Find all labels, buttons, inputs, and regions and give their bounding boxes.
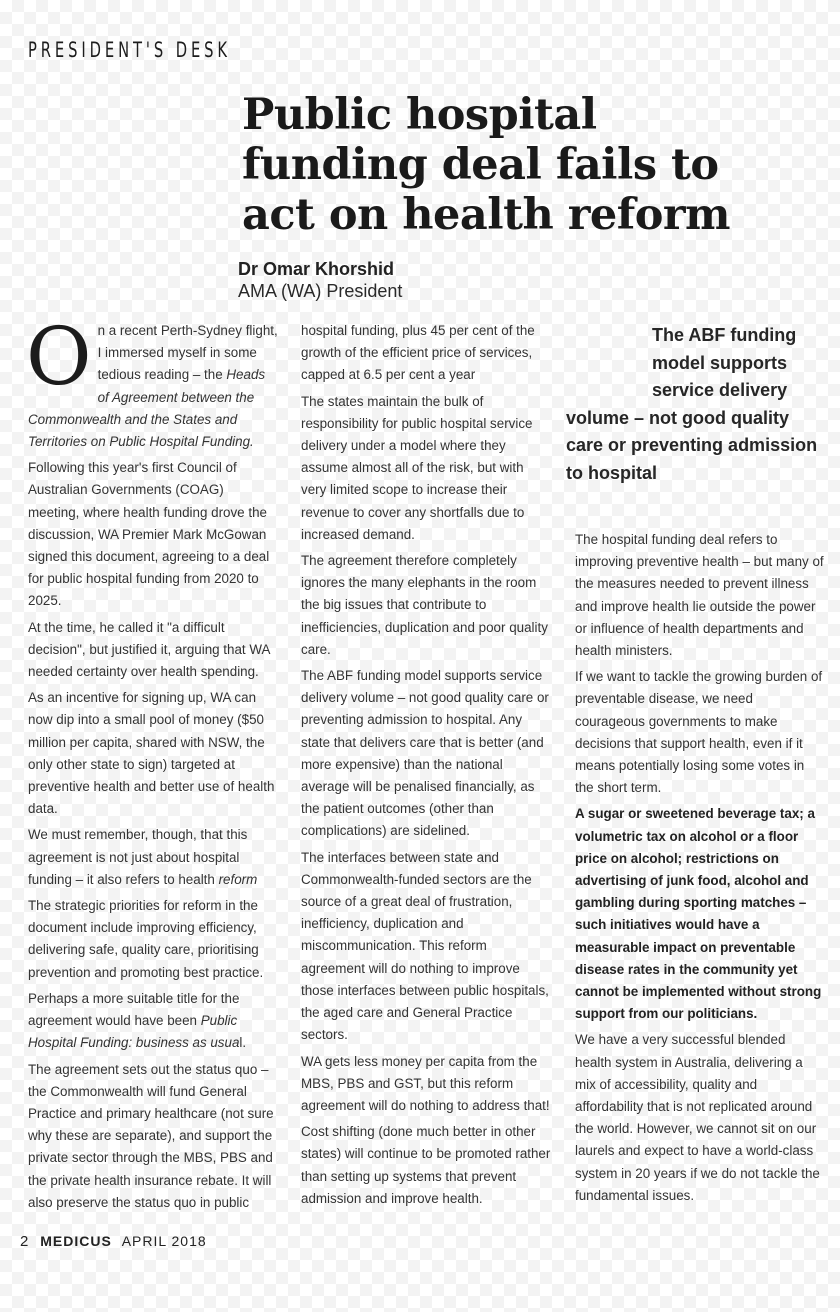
paragraph: We have a very successful blended health system in Australia, delivering a mix of accessibility, quality and affordability that is not replicated around the world. However, we cannot sit on our laurels and expect to have a world-class system in 20 years if we do not tackle the fundamental issues. — [575, 1032, 820, 1203]
bold-paragraph: A sugar or sweetened beverage tax; a volumetric tax on alcohol or a floor price on alcohol; restrictions on advertising of junk food, alcohol and gambling during sporting matches – such initiatives would have a measurable impact on preventable disease rates in the community yet cannot be implemented without strong support from our politicians. — [575, 806, 822, 1022]
page-number: 2 — [20, 1233, 29, 1250]
title-line-1: Public hospital — [242, 90, 597, 140]
paragraph: At the time, he called it "a difficult decision", but justified it, arguing that WA needed certainty over health spending. — [28, 619, 270, 680]
paragraph-text: l. — [239, 1035, 247, 1051]
paragraph — [28, 824, 278, 891]
issue-date: APRIL 2018 — [121, 1233, 207, 1249]
paragraph: The ABF funding model supports service delivery volume – not good quality care or preventing admission to hospital. Any state that delivers care that is better (and more expensive) than the national average will be penalised financially, as the patient outcomes (other than complications) are sidelined. — [301, 668, 549, 839]
paragraph-text: We must remember, though, that this agreement is not just about hospital funding – it also refers to health — [28, 827, 248, 887]
column-3 — [575, 529, 825, 1211]
emphasis: reform — [218, 871, 258, 887]
paragraph: The interfaces between state and Commonwealth-funded sectors are the source of a great deal of frustration, inefficiency, duplication and miscommunication. This reform agreement will do nothing to improve those interfaces between public hospitals, the aged care and General Practice sectors. — [301, 849, 549, 1043]
paragraph: If we want to tackle the growing burden of preventable disease, we need courageous governments to make decisions that support health, even if it means potentially losing some votes in the short term. — [575, 669, 823, 796]
pull-quote-rest: volume – not good quality care or preventing admission to hospital — [566, 407, 818, 483]
paragraph: WA gets less money per capita from the MBS, PBS and GST, but this reform agreement will do nothing to address that! — [301, 1053, 550, 1113]
author-role: AMA (WA) President — [238, 281, 403, 301]
paragraph: The states maintain the bulk of responsibility for public hospital service delivery under a model where they assume almost all of the risk, but with very limited scope to increase their revenue to cover any shortfalls due to increased demand. — [301, 393, 533, 542]
paragraph — [28, 988, 278, 1055]
emphasis: Public Hospital Funding: business as usua — [28, 1013, 240, 1051]
paragraph: The agreement therefore completely ignores the many elephants in the room the big issues that contribute to inefficiencies, duplication and poor quality care. — [301, 553, 548, 657]
paragraph: The strategic priorities for reform in the document include improving efficiency, delivering safe, quality care, prioritising prevention and promoting best practice. — [28, 898, 264, 980]
paragraph: hospital funding, plus 45 per cent of the growth of the efficient price of services, capped at 6.5 per cent a year — [301, 323, 535, 383]
section-label: PRESIDENT'S DESK — [28, 38, 231, 62]
paragraph: Following this year's first Council of Australian Governments (COAG) meeting, where health funding drove the discussion, WA Premier Mark McGowan signed this document, agreeing to a deal for public hospital funding from 2020 to 2025. — [28, 460, 270, 609]
title-line-3: act on health reform — [242, 190, 731, 240]
document-title-italic: Heads of Agreement between the Commonwealth and the States and Territories on Public Hospital Funding. — [28, 367, 266, 450]
paragraph: Cost shifting (done much better in other states) will continue to be promoted rather than setting up systems that prevent admission and improve health. — [301, 1124, 551, 1206]
paragraph-text: Perhaps a more suitable title for the agreement would have been — [28, 990, 240, 1029]
paragraph: The agreement sets out the status quo – the Commonwealth will fund General Practice and primary healthcare (not sure why these are separate), and support the private sector through the MBS, PBS and the private health insurance rebate. It will also preserve the status quo in public — [28, 1061, 274, 1210]
paragraph — [26, 310, 278, 453]
drop-cap: O — [26, 310, 92, 403]
magazine-name: MEDICUS — [40, 1233, 112, 1249]
pull-quote — [566, 322, 828, 487]
article-title — [242, 90, 822, 240]
paragraph: The hospital funding deal refers to improving preventive health – but many of the measures needed to prevent illness and improve health lie outside the power or influence of health departments and health ministers. — [575, 532, 824, 659]
page-footer — [20, 1233, 207, 1250]
column-1 — [26, 310, 278, 1218]
paragraph: As an incentive for signing up, WA can now dip into a small pool of money ($50 million per capita, shared with NSW, the only other state to sign) targeted at preventive health and better use of health data. — [28, 690, 275, 817]
paragraph-text: n a recent Perth-Sydney flight, I immersed myself in some tedious reading – the — [97, 323, 278, 383]
author-name: Dr Omar Khorshid — [238, 259, 395, 279]
column-2 — [301, 320, 551, 1214]
title-line-2: funding deal fails to — [242, 140, 719, 190]
pull-quote-lead: The ABF funding model supports service delivery — [652, 325, 797, 400]
